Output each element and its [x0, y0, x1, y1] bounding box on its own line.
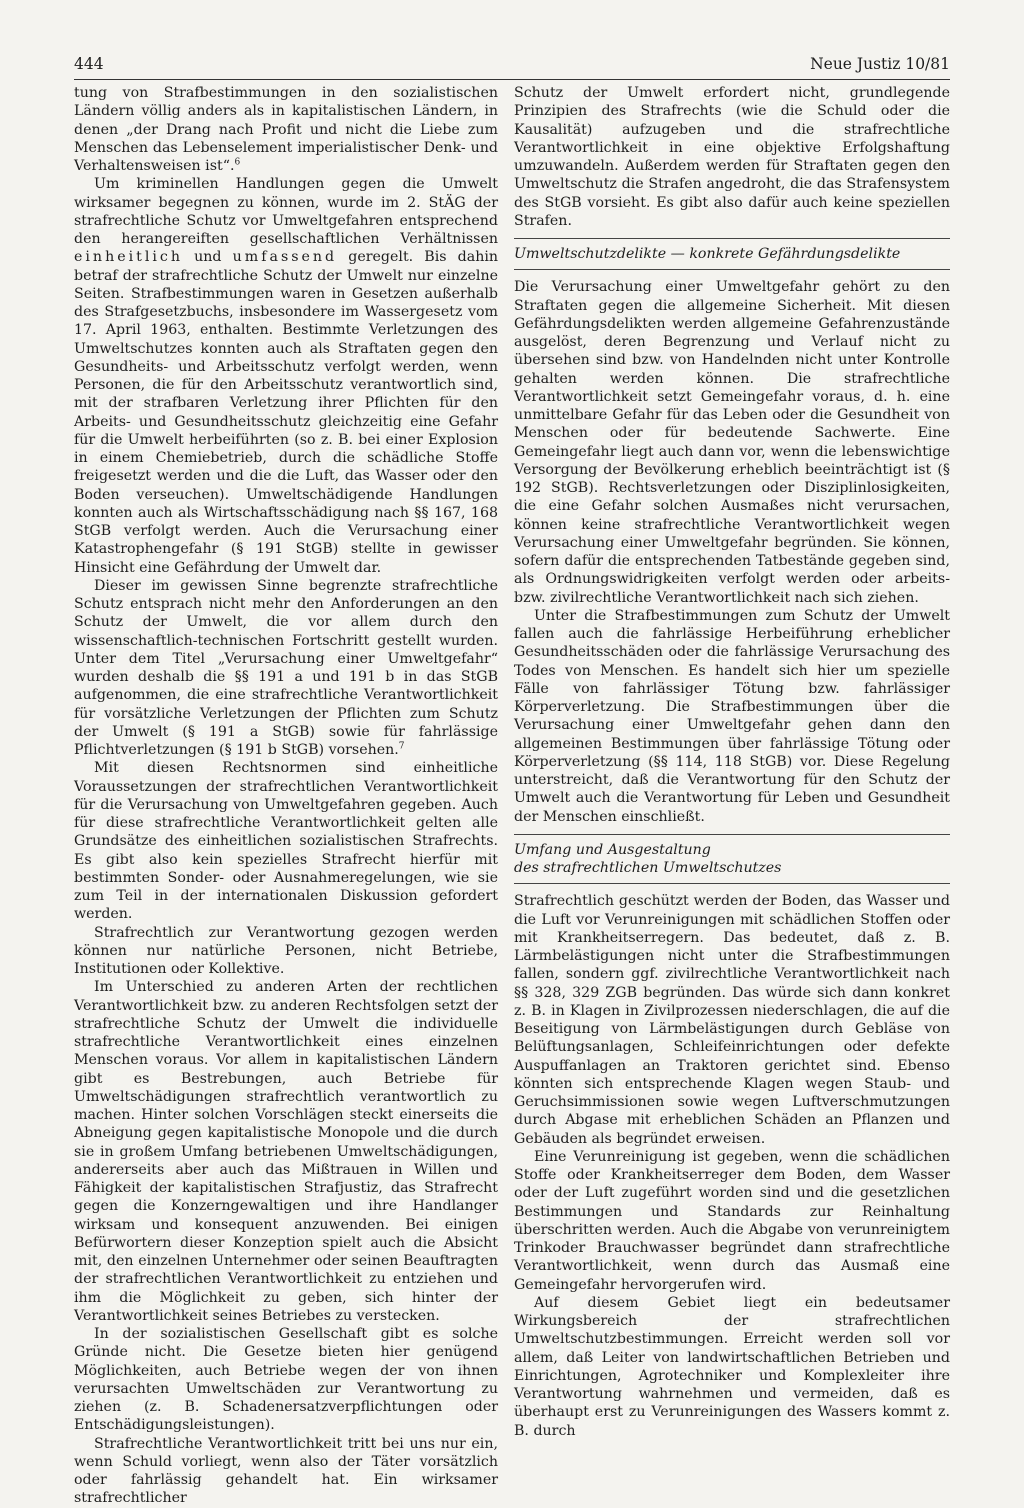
paragraph: In der sozialistischen Gesellschaft gibt es solche Gründe nicht. Die Gesetze bieten hier genügend Möglichkeiten, auch Betriebe wegen der von ihnen verursachten Umweltschäden zur Verantwortung zu ziehen (z. B. Schadenersatzverpflichtungen oder Entschädigungsleistungen). — [74, 1326, 498, 1434]
journal-title: Neue Justiz 10/81 — [810, 55, 950, 73]
footnote-ref: 7 — [398, 741, 405, 752]
paragraph: Eine Verunreinigung ist gegeben, wenn die schädlichen Stoffe oder Krankheitserreger dem Boden, dem Wasser oder der Luft zugeführt worden sind und die gesetzlichen Bestimmungen und Standards zur Reinhaltung überschritten werden. Auch die Abgabe von verunreinigtem Trinkoder Brauchwasser begründet dann strafrechtliche Verantwortlichkeit, wenn durch das Ausmaß eine Gemeingefahr hervorgerufen wird. — [514, 1148, 950, 1293]
paragraph: Die Verursachung einer Umweltgefahr gehört zu den Straftaten gegen die allgemeine Sicherheit. Mit diesen Gefährdungsdelikten werden allgemeine Gefahrenzustände ausgelöst, deren Begrenzung und Verlauf nicht zu übersehen sind bzw. von Handelnden nicht unter Kontrolle gehalten werden können. Die strafrechtliche Verantwortlichkeit setzt Gemeingefahr voraus, d. h. eine unmittelbare Gefahr für das Leben oder die Gesundheit von Menschen oder für bedeutende Sachwerte. Eine Gemeingefahr liegt auch dann vor, wenn die lebenswichtige Versorgung der Bevölkerung erheblich beeinträchtigt ist (§ 192 StGB). Rechtsverletzungen oder Disziplinlosigkeiten, die eine Gefahr solchen Ausmaßes nicht verursachen, können keine strafrechtliche Verantwortlichkeit wegen Verursachung einer Umweltgefahr begründen. Sie können, sofern dafür die entsprechenden Tatbestände gegeben sind, als Ordnungswidrigkeiten verfolgt werden oder arbeits- bzw. zivilrechtliche Verantwortlichkeit nach sich ziehen. — [514, 279, 950, 606]
paragraph: Schutz der Umwelt erfordert nicht, grundlegende Prinzipien des Strafrechts (wie die Schuld oder die Kausalität) aufzugeben und die strafrechtliche Verantwortlichkeit in eine objektive Erfolgshaftung umzuwandeln. Außerdem werden für Straftaten gegen den Umweltschutz die Strafen angedroht, die das Strafensystem des StGB vorsieht. Es gibt also dafür auch keine speziellen Strafen. — [514, 85, 950, 229]
right-column — [514, 84, 950, 1440]
page-number: 444 — [74, 55, 104, 73]
emphasis: einheitlich — [74, 249, 184, 266]
paragraph: Im Unterschied zu anderen Arten der rechtlichen Verantwortlichkeit bzw. zu anderen Rechtsfolgen setzt der strafrechtliche Schutz der Umwelt die individuelle strafrechtliche Verantwortlichkeit eines einzelnen Menschen voraus. Vor allem in kapitalistischen Ländern gibt es Bestrebungen, auch Betriebe für Umweltschädigungen strafrechtlich verantwortlich zu machen. Hinter solchen Vorschlägen steckt einerseits die Abneigung gegen kapitalistische Monopole und die durch sie in großem Umfang betriebenen Umweltschädigungen, andererseits aber auch das Mißtrauen in Willen und Fähigkeit der kapitalistischen Strafjustiz, das Strafrecht gegen die Konzerngewaltigen und ihre Handlanger wirksam und konsequent anzuwenden. Bei einigen Befürwortern dieser Konzeption spielt auch die Absicht mit, den einzelnen Unternehmer oder seinen Beauftragten der strafrechtlichen Verantwortlichkeit zu entziehen und ihm die Möglichkeit zu geben, sich hinter der Verantwortlichkeit seines Betriebes zu verstecken. — [74, 979, 498, 1324]
section-heading: Umweltschutzdelikte — konkrete Gefährdungsdelikte — [514, 238, 950, 270]
page-header — [74, 55, 950, 80]
paragraph: tung von Strafbestimmungen in den sozialistischen Ländern völlig anders als in kapitalistischen Ländern, in denen „der Drang nach Profit und nicht die Liebe zum Menschen das Lebenselement imperialistischer Denk- und Verhaltensweisen ist“.$^6$ — [74, 85, 498, 174]
paragraph: Um kriminellen Handlungen gegen die Umwelt wirksamer begegnen zu können, wurde im 2. StÄG der strafrechtliche Schutz vor Umweltgefahren entsprechend den herangereiften gesellschaftlichen Verhältnissen einheitlich und umfassend geregelt. Bis dahin betraf der strafrechtliche Schutz der Umwelt nur einzelne Seiten. Strafbestimmungen waren in Gesetzen außerhalb des Strafgesetzbuchs, insbesondere im Wassergesetz vom 17. April 1963, enthalten. Bestimmte Verletzungen des Umweltschutzes konnten auch als Straftaten gegen den Gesundheits- und Arbeitsschutz verfolgt werden, wenn Personen, die für den Arbeitsschutz verantwortlich sind, mit der strafbaren Verletzung ihrer Pflichten für den Arbeits- und Gesundheitsschutz gleichzeitig eine Gefahr für die Umwelt herbeiführten (so z. B. bei einer Explosion in einem Chemiebetrieb, durch die schädliche Stoffe freigesetzt werden und die die Luft, das Wasser oder den Boden verseuchen). Umweltschädigende Handlungen konnten auch als Wirtschaftsschädigung nach §§ 167, 168 StGB verfolgt werden. Auch die Verursachung einer Katastrophengefahr (§ 191 StGB) stellte in gewisser Hinsicht eine Gefährdung der Umwelt dar. — [74, 176, 499, 576]
emphasis: umfassend — [232, 249, 338, 266]
paragraph: Strafrechtlich zur Verantwortung gezogen werden können nur natürliche Personen, nicht Betriebe, Institutionen oder Kollektive. — [74, 924, 498, 977]
left-column — [74, 84, 498, 1508]
paragraph: Auf diesem Gebiet liegt ein bedeutsamer Wirkungsbereich der strafrechtlichen Umweltschutzbestimmungen. Erreicht werden soll vor allem, daß Leiter von landwirtschaftlichen Betrieben und Einrichtungen, Agrotechniker und Komplexleiter ihre Verantwortung wahrnehmen und vermeiden, daß es überhaupt erst zu Verunreinigungen des Wassers kommt z. B. durch — [514, 1294, 950, 1439]
paragraph: Strafrechtlich geschützt werden der Boden, das Wasser und die Luft vor Verunreinigungen mit schädlichen Stoffen oder mit Krankheitserregern. Das bedeutet, daß z. B. Lärmbelästigungen nicht unter die Strafbestimmungen fallen, sondern ggf. zivilrechtliche Verantwortlichkeit nach §§ 328, 329 ZGB begründen. Das würde sich dann konkret z. B. in Klagen in Zivilprozessen niederschlagen, die auf die Beseitigung von Lärmbelästigungen durch Gebläse von Belüftungsanlagen, Schleifeinrichtungen oder defekte Auspuffanlagen an Traktoren gerichtet sind. Ebenso könnten sich entsprechende Klagen wegen Staub- und Geruchsimmissionen sowie wegen Luftverschmutzungen durch Abgase mit erheblichen Schäden an Pflanzen und Gebäuden als begründet erweisen. — [514, 893, 950, 1147]
section-heading-line: Umfang und Ausgestaltung — [514, 841, 711, 858]
paragraph: Strafrechtliche Verantwortlichkeit tritt bei uns nur ein, wenn Schuld vorliegt, wenn also der Täter vorsätzlich oder fahrlässig gehandelt hat. Ein wirksamer strafrechtlicher — [74, 1435, 498, 1507]
section-heading — [514, 834, 950, 885]
footnote-ref: 6 — [234, 157, 241, 168]
paragraph: Mit diesen Rechtsnormen sind einheitliche Voraussetzungen der strafrechtlichen Verantwortlichkeit für die Verursachung von Umweltgefahren gegeben. Auch für diese strafrechtliche Verantwortlichkeit gelten alle Grundsätze des einheitlichen sozialistischen Strafrechts. Es gibt also kein spezielles Strafrecht hierfür mit bestimmten Sonder- oder Ausnahmeregelungen, wie sie zum Teil in der internationalen Diskussion gefordert werden. — [74, 760, 498, 923]
paragraph: Dieser im gewissen Sinne begrenzte strafrechtliche Schutz entsprach nicht mehr den Anforderungen an den Schutz der Umwelt, die vor allem durch den wissenschaftlich-technischen Fortschritt gestellt wurden. Unter dem Titel „Verursachung einer Umweltgefahr“ wurden deshalb die §§ 191 a und 191 b in das StGB aufgenommen, die eine strafrechtliche Verantwortlichkeit für vorsätzliche Verletzungen der Pflichten zum Schutz der Umwelt (§ 191 a StGB) sowie für fahrlässige Pflichtverletzungen (§ 191 b StGB) vorsehen.$^7$ — [74, 577, 498, 758]
paragraph: Unter die Strafbestimmungen zum Schutz der Umwelt fallen auch die fahrlässige Herbeiführung erheblicher Gesundheitsschäden oder die fahrlässige Verursachung des Todes von Menschen. Es handelt sich hier um spezielle Fälle von fahrlässiger Tötung bzw. fahrlässiger Körperverletzung. Die Strafbestimmungen über die Verursachung einer Umweltgefahr gehen dann den allgemeinen Bestimmungen über fahrlässige Tötung oder Körperverletzung (§§ 114, 118 StGB) vor. Diese Regelung unterstreicht, daß die Verantwortung für den Schutz der Umwelt auch die Verantwortung für Leben und Gesundheit der Menschen einschließt. — [514, 607, 950, 825]
section-heading-line: des strafrechtlichen Umweltschutzes — [514, 860, 782, 876]
